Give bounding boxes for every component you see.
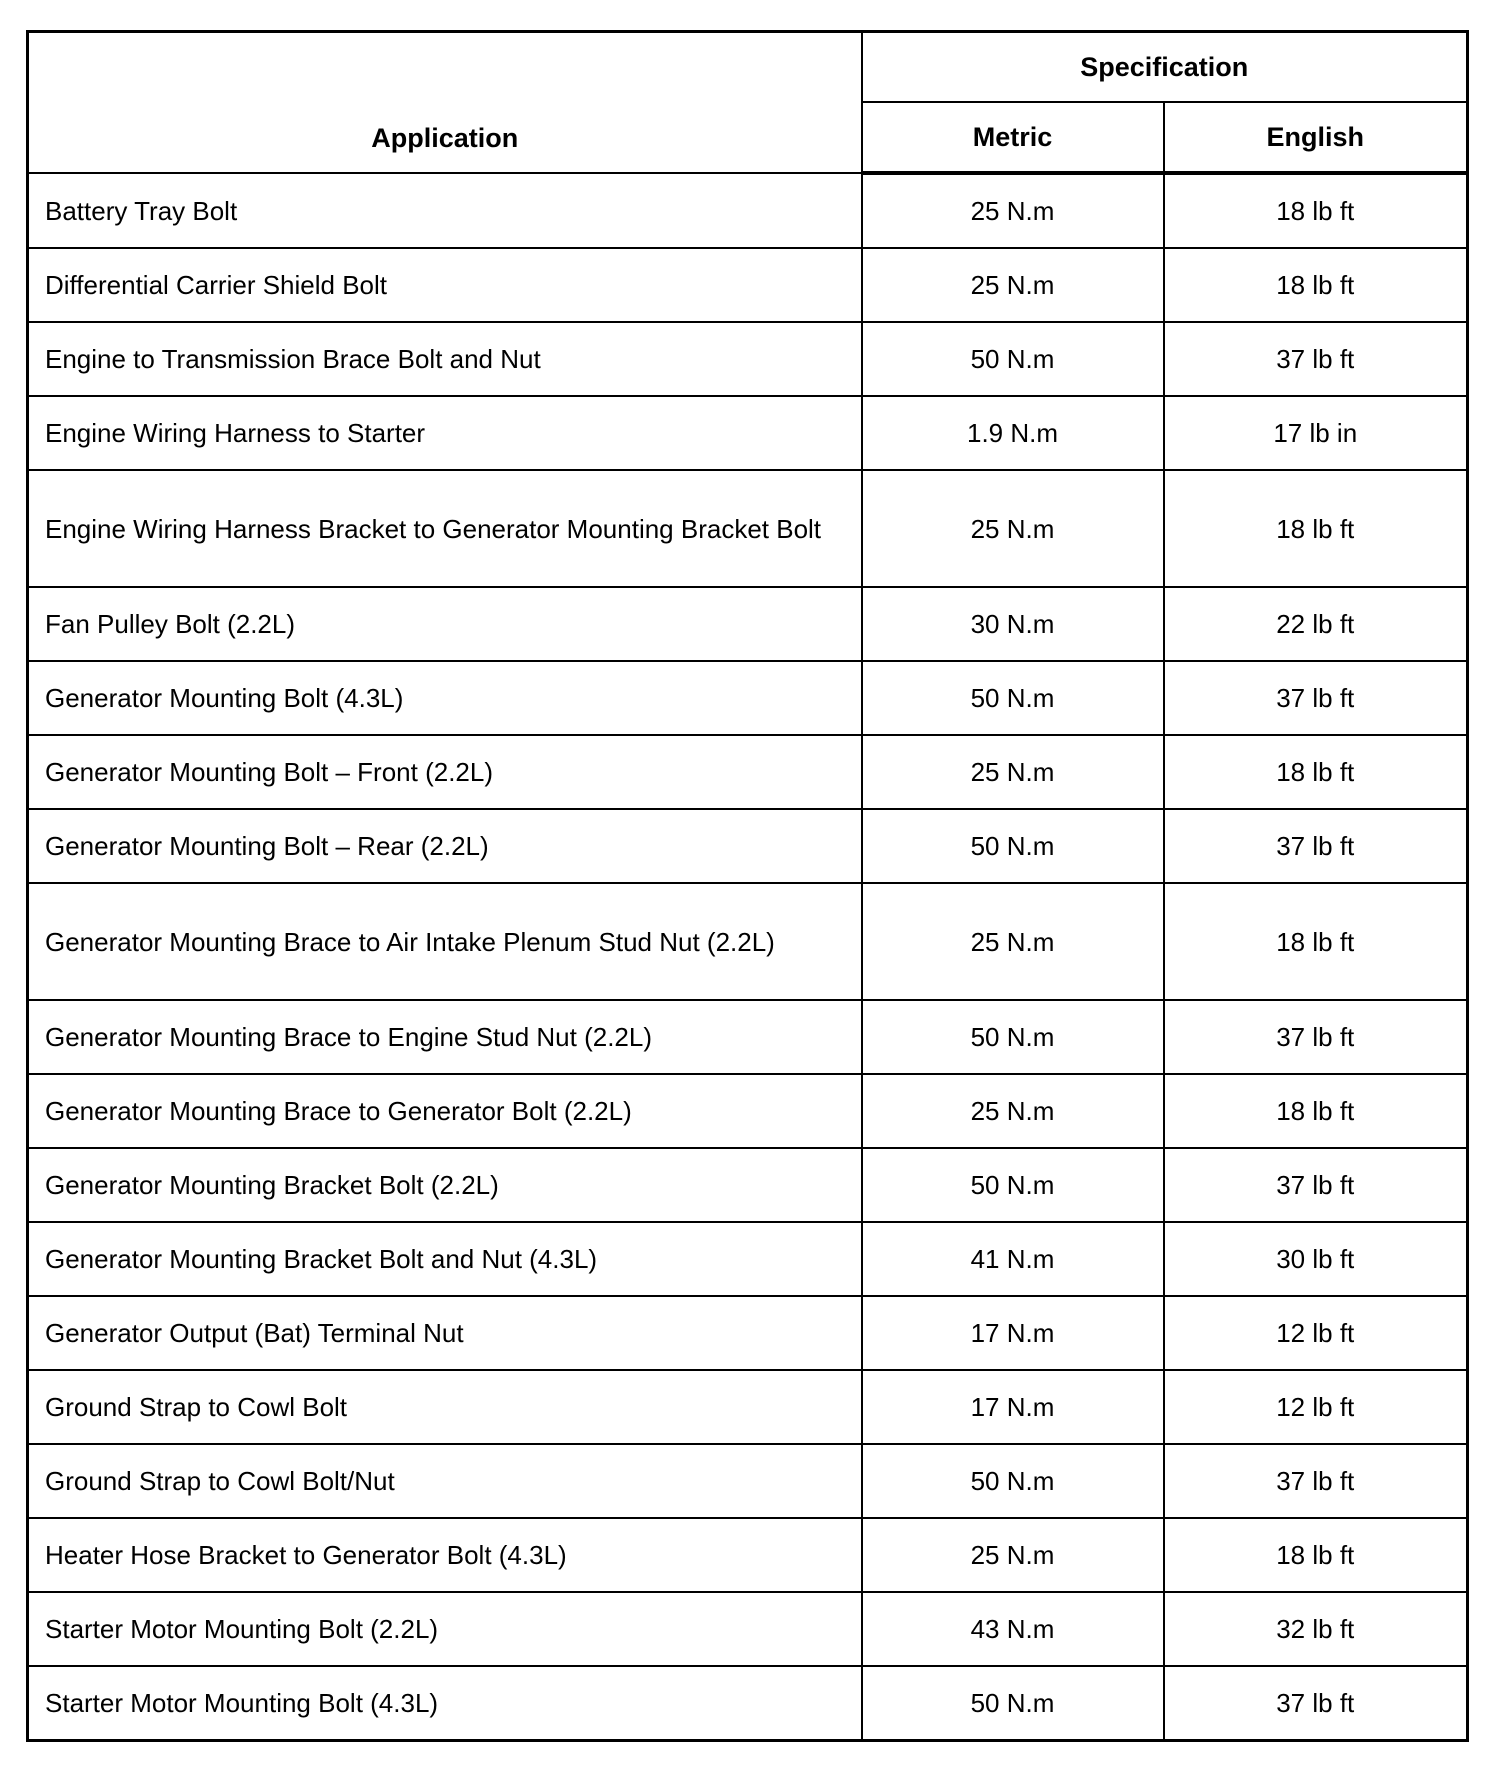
table-row	[28, 587, 1468, 661]
cell-application: Fan Pulley Bolt (2.2L)	[28, 587, 862, 661]
cell-application: Engine Wiring Harness to Starter	[28, 396, 862, 470]
cell-application: Ground Strap to Cowl Bolt	[28, 1370, 862, 1444]
cell-metric: 50 N.m	[862, 322, 1164, 396]
table-row	[28, 1222, 1468, 1296]
header-application: Application	[28, 32, 862, 174]
cell-metric: 25 N.m	[862, 470, 1164, 587]
cell-metric: 50 N.m	[862, 1666, 1164, 1741]
cell-english: 32 lb ft	[1164, 1592, 1468, 1666]
cell-application: Engine Wiring Harness Bracket to Generator Mounting Bracket Bolt	[28, 470, 862, 587]
cell-metric: 25 N.m	[862, 248, 1164, 322]
cell-english: 18 lb ft	[1164, 735, 1468, 809]
cell-application: Starter Motor Mounting Bolt (2.2L)	[28, 1592, 862, 1666]
cell-english: 37 lb ft	[1164, 661, 1468, 735]
cell-application: Heater Hose Bracket to Generator Bolt (4.3L)	[28, 1518, 862, 1592]
table-row	[28, 1296, 1468, 1370]
cell-application: Battery Tray Bolt	[28, 173, 862, 248]
cell-application: Starter Motor Mounting Bolt (4.3L)	[28, 1666, 862, 1741]
cell-metric: 50 N.m	[862, 661, 1164, 735]
cell-application: Ground Strap to Cowl Bolt/Nut	[28, 1444, 862, 1518]
table-row	[28, 173, 1468, 248]
cell-english: 18 lb ft	[1164, 470, 1468, 587]
cell-metric: 25 N.m	[862, 883, 1164, 1000]
cell-metric: 17 N.m	[862, 1296, 1164, 1370]
cell-english: 18 lb ft	[1164, 173, 1468, 248]
cell-english: 18 lb ft	[1164, 1074, 1468, 1148]
table-header	[28, 32, 1468, 174]
table-row	[28, 809, 1468, 883]
cell-english: 37 lb ft	[1164, 809, 1468, 883]
cell-metric: 50 N.m	[862, 1148, 1164, 1222]
cell-metric: 25 N.m	[862, 1518, 1164, 1592]
table-row	[28, 1666, 1468, 1741]
table-row	[28, 396, 1468, 470]
cell-english: 37 lb ft	[1164, 1666, 1468, 1741]
header-english: English	[1164, 102, 1468, 173]
cell-metric: 41 N.m	[862, 1222, 1164, 1296]
cell-metric: 30 N.m	[862, 587, 1164, 661]
cell-metric: 50 N.m	[862, 809, 1164, 883]
cell-english: 37 lb ft	[1164, 1000, 1468, 1074]
cell-application: Generator Mounting Brace to Engine Stud Nut (2.2L)	[28, 1000, 862, 1074]
cell-metric: 1.9 N.m	[862, 396, 1164, 470]
table-row	[28, 661, 1468, 735]
cell-application: Generator Mounting Brace to Air Intake Plenum Stud Nut (2.2L)	[28, 883, 862, 1000]
cell-english: 22 lb ft	[1164, 587, 1468, 661]
cell-metric: 17 N.m	[862, 1370, 1164, 1444]
cell-metric: 50 N.m	[862, 1444, 1164, 1518]
table-body	[28, 173, 1468, 1741]
cell-metric: 43 N.m	[862, 1592, 1164, 1666]
cell-english: 12 lb ft	[1164, 1296, 1468, 1370]
cell-english: 30 lb ft	[1164, 1222, 1468, 1296]
cell-english: 12 lb ft	[1164, 1370, 1468, 1444]
cell-application: Generator Mounting Bolt (4.3L)	[28, 661, 862, 735]
fastener-torque-spec-table	[26, 30, 1469, 1742]
cell-application: Generator Mounting Bracket Bolt and Nut (4.3L)	[28, 1222, 862, 1296]
cell-metric: 50 N.m	[862, 1000, 1164, 1074]
cell-metric: 25 N.m	[862, 735, 1164, 809]
table-row	[28, 1370, 1468, 1444]
cell-application: Generator Mounting Bracket Bolt (2.2L)	[28, 1148, 862, 1222]
cell-english: 18 lb ft	[1164, 883, 1468, 1000]
cell-metric: 25 N.m	[862, 1074, 1164, 1148]
cell-english: 37 lb ft	[1164, 322, 1468, 396]
cell-application: Generator Mounting Bolt – Front (2.2L)	[28, 735, 862, 809]
table-row	[28, 248, 1468, 322]
cell-application: Differential Carrier Shield Bolt	[28, 248, 862, 322]
table-row	[28, 883, 1468, 1000]
table-row	[28, 470, 1468, 587]
table-row	[28, 1074, 1468, 1148]
cell-application: Generator Mounting Brace to Generator Bolt (2.2L)	[28, 1074, 862, 1148]
cell-metric: 25 N.m	[862, 173, 1164, 248]
table-row	[28, 322, 1468, 396]
header-specification: Specification	[862, 32, 1468, 103]
cell-english: 37 lb ft	[1164, 1444, 1468, 1518]
cell-english: 18 lb ft	[1164, 1518, 1468, 1592]
table-row	[28, 1000, 1468, 1074]
cell-english: 37 lb ft	[1164, 1148, 1468, 1222]
cell-english: 17 lb in	[1164, 396, 1468, 470]
table-row	[28, 1148, 1468, 1222]
cell-application: Engine to Transmission Brace Bolt and Nut	[28, 322, 862, 396]
table-row	[28, 735, 1468, 809]
table-row	[28, 1444, 1468, 1518]
header-metric: Metric	[862, 102, 1164, 173]
table-row	[28, 1592, 1468, 1666]
cell-english: 18 lb ft	[1164, 248, 1468, 322]
cell-application: Generator Output (Bat) Terminal Nut	[28, 1296, 862, 1370]
table-row	[28, 1518, 1468, 1592]
header-row-top	[28, 32, 1468, 103]
cell-application: Generator Mounting Bolt – Rear (2.2L)	[28, 809, 862, 883]
